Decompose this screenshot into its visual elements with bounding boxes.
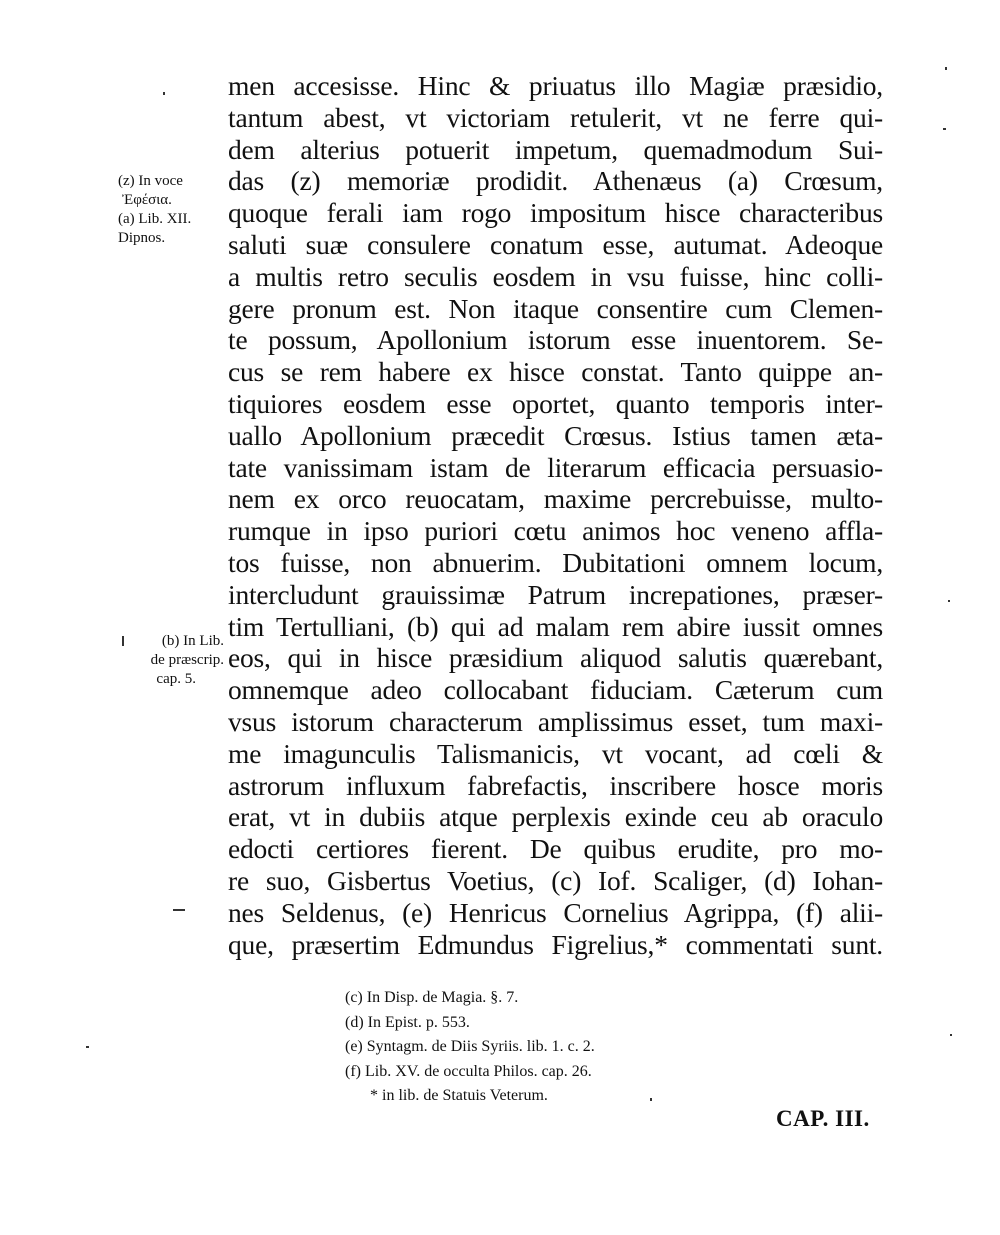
text-line: que, præsertim Edmundus Figrelius,* commentati sunt.: [228, 928, 883, 960]
footnote-star: * in lib. de Statuis Veterum.: [370, 1087, 548, 1104]
text-line: te possum, Apollonium istorum esse inuentorem. Se-: [228, 324, 883, 356]
catchword: CAP. III.: [776, 1106, 870, 1131]
scan-speck: [173, 909, 185, 911]
scan-speck: [122, 636, 124, 646]
text-line: tim Tertulliani, (b) qui ad malam rem abire iussit omnes: [228, 610, 883, 642]
text-line: re suo, Gisbertus Voetius, (c) Iof. Scaliger, (d) Iohan-: [228, 864, 883, 896]
scan-speck: [86, 1046, 89, 1048]
text-line: quoque ferali iam rogo impositum hisce characteribus: [228, 197, 883, 229]
text-line: gere pronum est. Non itaque consentire cum Clemen-: [228, 292, 883, 324]
main-text-block: [228, 70, 883, 960]
text-line: astrorum influxum fabrefactis, inscribere hosce moris: [228, 769, 883, 801]
scan-speck: [950, 1034, 952, 1036]
text-line: nes Seldenus, (e) Henricus Cornelius Agrippa, (f) alii-: [228, 896, 883, 928]
margin-note-z-a: [118, 172, 191, 248]
text-line: a multis retro seculis eosdem in vsu fuisse, hinc colli-: [228, 260, 883, 292]
text-line: eos, qui in hisce præsidium aliquod salutis quærebant,: [228, 642, 883, 674]
text-line: tate vanissimam istam de literarum efficacia persuasio-: [228, 451, 883, 483]
footnote-f: (f) Lib. XV. de occulta Philos. cap. 26.: [345, 1062, 592, 1080]
footnotes: [345, 986, 595, 1109]
text-line: erat, vt in dubiis atque perplexis exinde ceu ab oraculo: [228, 801, 883, 833]
text-line: tantum abest, vt victoriam retulerit, vt ne ferre qui-: [228, 101, 883, 133]
scan-speck: [163, 92, 165, 95]
scan-speck: [943, 128, 946, 130]
text-line: uallo Apollonium præcedit Crœsus. Istius tamen æta-: [228, 419, 883, 451]
footnote-e: (e) Syntagm. de Diis Syriis. lib. 1. c. 2.: [345, 1038, 595, 1055]
margin-note-line: cap. 5.: [156, 671, 196, 687]
margin-note-line: (b) In Lib.: [161, 633, 224, 649]
margin-note-line: Dipnos.: [118, 230, 166, 246]
text-line: vsus istorum characterum amplissimus esset, tum maxi-: [228, 705, 883, 737]
text-line: rumque in ipso puriori cœtu animos hoc veneno affla-: [228, 515, 883, 547]
text-line: nem ex orco reuocatam, maxime percrebuisse, multo-: [228, 483, 883, 515]
margin-note-line: (z) In voce: [118, 173, 183, 189]
footnote-c: (c) In Disp. de Magia. §. 7.: [345, 989, 519, 1006]
text-line: saluti suæ consulere conatum esse, autumat. Adeoque: [228, 228, 883, 260]
margin-note-line: Ἐφέσια.: [122, 192, 172, 208]
text-line: tos fuisse, non abnuerim. Dubitationi omnem locum,: [228, 546, 883, 578]
text-line: men accesisse. Hinc & priuatus illo Magiæ præsidio,: [228, 70, 883, 101]
text-line: edocti certiores fierent. De quibus erudite, pro mo-: [228, 833, 883, 865]
text-line: intercludunt grauissimæ Patrum increpationes, præser-: [228, 578, 883, 610]
scan-speck: [948, 600, 950, 602]
text-line: das (z) memoriæ prodidit. Athenæus (a) Crœsum,: [228, 165, 883, 197]
text-line: dem alterius potuerit impetum, quemadmodum Sui-: [228, 133, 883, 165]
text-line: me imagunculis Talismanicis, vt vocant, ad cœli &: [228, 737, 883, 769]
text-line: omnemque adeo collocabant fiduciam. Cæterum cum: [228, 674, 883, 706]
scan-speck: [945, 67, 947, 70]
footnote-d: (d) In Epist. p. 553.: [345, 1013, 470, 1031]
text-line: cus se rem habere ex hisce constat. Tanto quippe an-: [228, 356, 883, 388]
scan-speck: [650, 1098, 652, 1101]
margin-note-b: [112, 632, 224, 689]
text-line: tiquiores eosdem esse oportet, quanto temporis inter-: [228, 387, 883, 419]
margin-note-line: (a) Lib. XII.: [118, 211, 192, 227]
margin-note-line: de præscrip.: [150, 652, 224, 668]
